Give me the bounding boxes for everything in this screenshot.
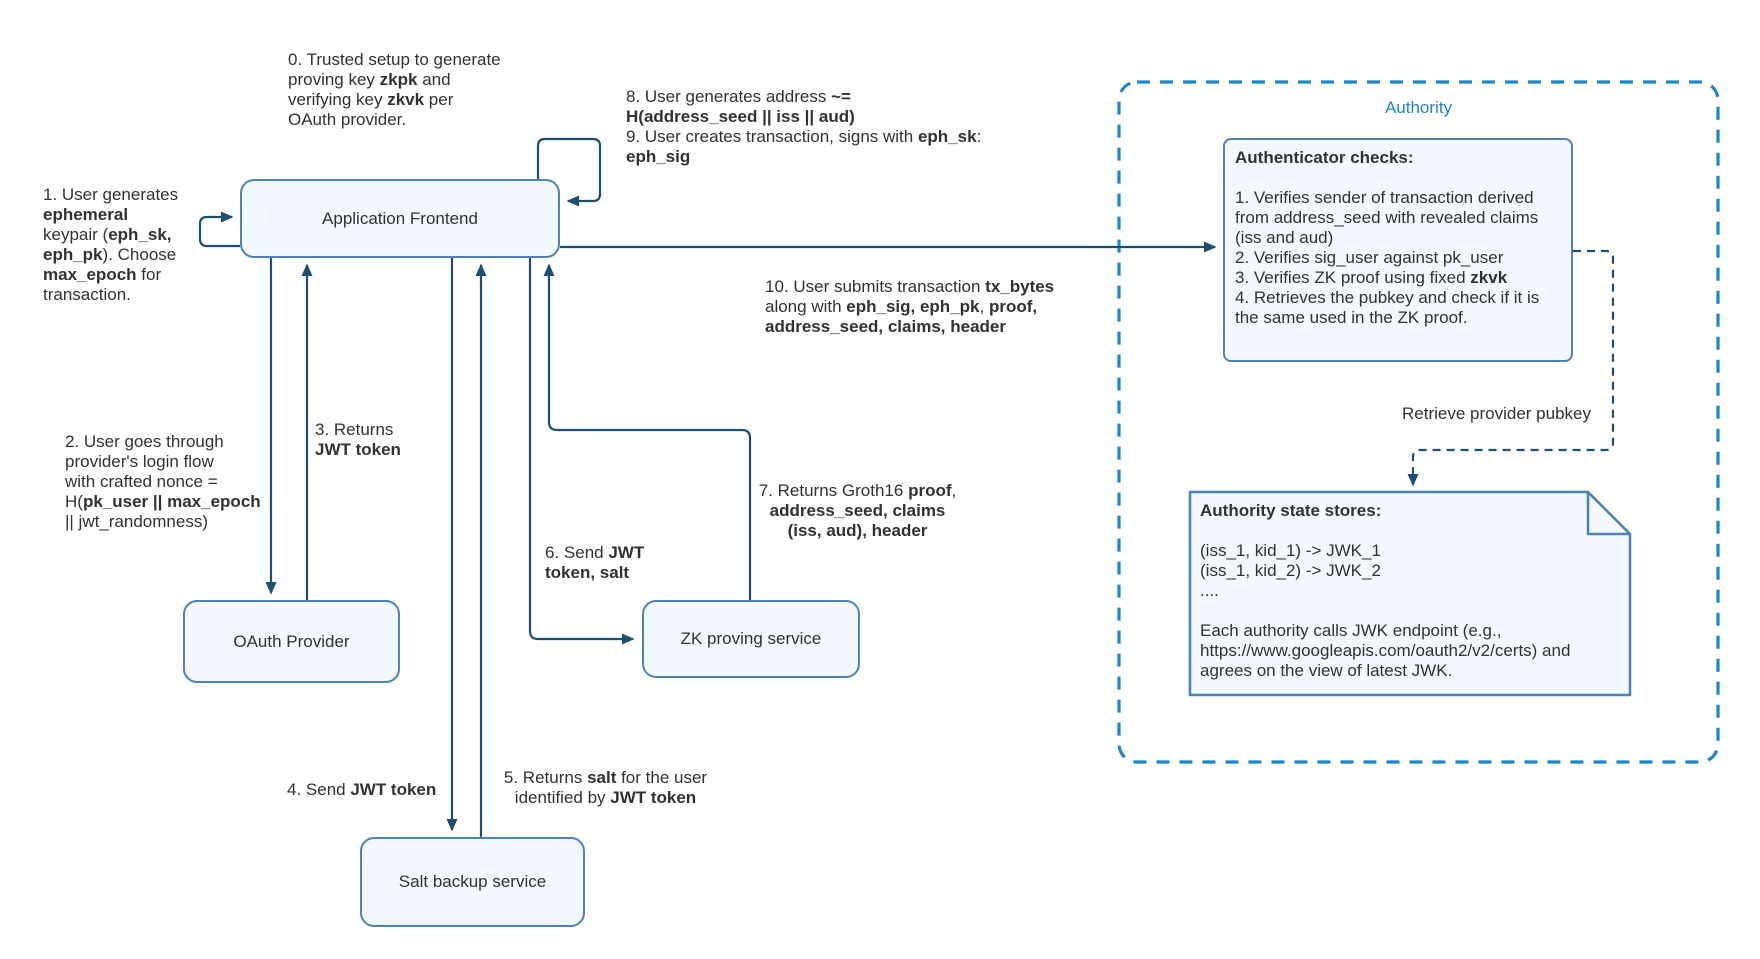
node-application-frontend-label: Application Frontend bbox=[322, 208, 478, 228]
step-4-label: 4. Send JWT token bbox=[287, 780, 437, 799]
authority-state-stores-text: Authority state stores: (iss_1, kid_1) -> JWK_1 (iss_1, kid_2) -> JWK_2 .... Each authority calls JWK endpoint (e.g., https://www.googleapis.com/oauth2/v2/certs) and agrees on the view of latest JWK. bbox=[1200, 501, 1571, 680]
arrow-step1-ephemeral-selfloop bbox=[200, 217, 240, 246]
node-zk-proving-service-label: ZK proving service bbox=[680, 629, 822, 648]
step-6-label: 6. Send JWT token, salt bbox=[545, 543, 645, 582]
authority-region-label: Authority bbox=[1384, 98, 1453, 117]
step-8-9-label: 8. User generates address ~= H(address_seed || iss || aud) 9. User creates transaction, signs with eph_sk: eph_sig bbox=[626, 87, 982, 166]
step-5-label: 5. Returns salt for the user identified by JWT token bbox=[503, 768, 708, 807]
node-salt-backup-service bbox=[360, 837, 585, 927]
step-10-label: 10. User submits transaction tx_bytes along with eph_sig, eph_pk, proof, address_seed, claims, header bbox=[765, 277, 1055, 336]
step-7-label: 7. Returns Groth16 proof, address_seed, claims (iss, aud), header bbox=[758, 481, 957, 540]
step-0-label: 0. Trusted setup to generate proving key zkpk and verifying key zkvk per OAuth provider. bbox=[288, 50, 501, 129]
authenticator-checks-box: Authenticator checks: 1. Verifies sender of transaction derived from address_seed with revealed claims (iss and aud) 2. Verifies sig_user against pk_user 3. Verifies ZK proof using fixed zkvk 4. Retrieves the pubkey and check if it is the same used in the ZK proof. bbox=[1223, 138, 1573, 362]
node-oauth-provider bbox=[183, 600, 400, 683]
node-application-frontend bbox=[240, 179, 560, 258]
node-oauth-provider-label: OAuth Provider bbox=[233, 631, 350, 651]
step-3-label: 3. Returns JWT token bbox=[315, 420, 401, 459]
step-2-label: 2. User goes through provider's login flow with crafted nonce = H(pk_user || max_epoch || jwt_randomness) bbox=[65, 432, 261, 531]
node-salt-backup-service-label: Salt backup service bbox=[398, 872, 547, 891]
node-zk-proving-service bbox=[642, 600, 860, 678]
retrieve-provider-pubkey-label: Retrieve provider pubkey bbox=[1402, 404, 1591, 423]
step-1-label: 1. User generates ephemeral keypair (eph_sk, eph_pk). Choose max_epoch for transaction. bbox=[43, 185, 179, 304]
